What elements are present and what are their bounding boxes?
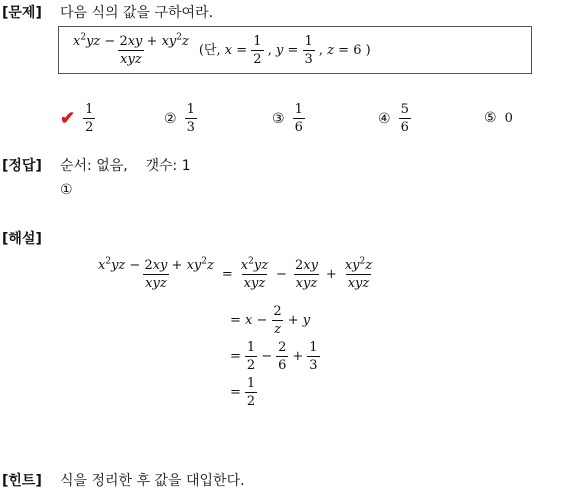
option-2-marker: ② bbox=[164, 110, 177, 127]
condition-z-var: z bbox=[327, 42, 335, 58]
solution-tag: [해설] bbox=[2, 231, 42, 247]
problem-expression-fraction: $\frac{x^2yz - 2xy + xy^2z}{\text{xyz}}$ bbox=[73, 32, 189, 67]
answer-value: ① bbox=[60, 182, 73, 198]
option-5-value: 0 bbox=[504, 110, 513, 126]
option-5-marker: ⑤ bbox=[484, 110, 497, 126]
hint-tag: [힌트] bbox=[2, 473, 42, 489]
problem-tag: [문제] bbox=[2, 5, 42, 21]
condition-open: (단, bbox=[198, 42, 221, 58]
answer-tag: [정답] bbox=[2, 158, 42, 174]
option-3-frac: $\frac{1}{6}$ bbox=[294, 102, 303, 135]
hint-text: 식을 정리한 후 값을 대입한다. bbox=[60, 473, 245, 489]
condition-close: ) bbox=[365, 42, 371, 58]
solution-line-2: = x − $\frac{2}{z}$ + y bbox=[230, 304, 311, 337]
solution-line-1: $\frac{x^2yz - 2xy + xy^2z}{\text{xyz}}$ = $\frac{x^2yz}{\text{xyz}}$ − $\frac{2xy}{\text{xyz}}$ + $\frac{xy^2z}{\text{xyz}}$ bbox=[98, 256, 373, 291]
condition-z-val: 6 bbox=[353, 42, 362, 58]
condition-x-var: x bbox=[224, 42, 233, 58]
option-5[interactable] bbox=[484, 110, 513, 126]
option-3-marker: ③ bbox=[272, 110, 285, 127]
problem-instruction: 다음 식의 값을 구하여라. bbox=[60, 5, 214, 21]
condition-y-var: y bbox=[275, 42, 284, 58]
problem-expression-box bbox=[58, 26, 532, 74]
condition-x-frac: $\frac{1}{2}$ bbox=[253, 33, 262, 67]
checkmark-icon: ✔ bbox=[60, 108, 76, 129]
option-2-frac: $\frac{1}{3}$ bbox=[186, 102, 195, 135]
option-4-frac: $\frac{5}{6}$ bbox=[400, 102, 409, 135]
option-1-frac: $\frac{1}{2}$ bbox=[85, 102, 94, 135]
option-3[interactable] bbox=[272, 102, 305, 135]
solution-line-4: = $\frac{1}{2}$ bbox=[230, 376, 256, 409]
option-2[interactable] bbox=[164, 102, 197, 135]
condition: (단, x = $\frac{1}{2}$ , y = $\frac{1}{3}$ , z = 6 ) bbox=[198, 33, 371, 67]
condition-y-frac: $\frac{1}{3}$ bbox=[304, 33, 313, 67]
option-1[interactable] bbox=[60, 102, 95, 135]
solution-line-3: = $\frac{1}{2}$ − $\frac{2}{6}$ + $\frac{1}{3}$ bbox=[230, 340, 318, 373]
option-4[interactable] bbox=[378, 102, 411, 135]
answer-meta: 순서: 없음, 갯수: 1 bbox=[60, 158, 191, 174]
option-4-marker: ④ bbox=[378, 110, 391, 127]
